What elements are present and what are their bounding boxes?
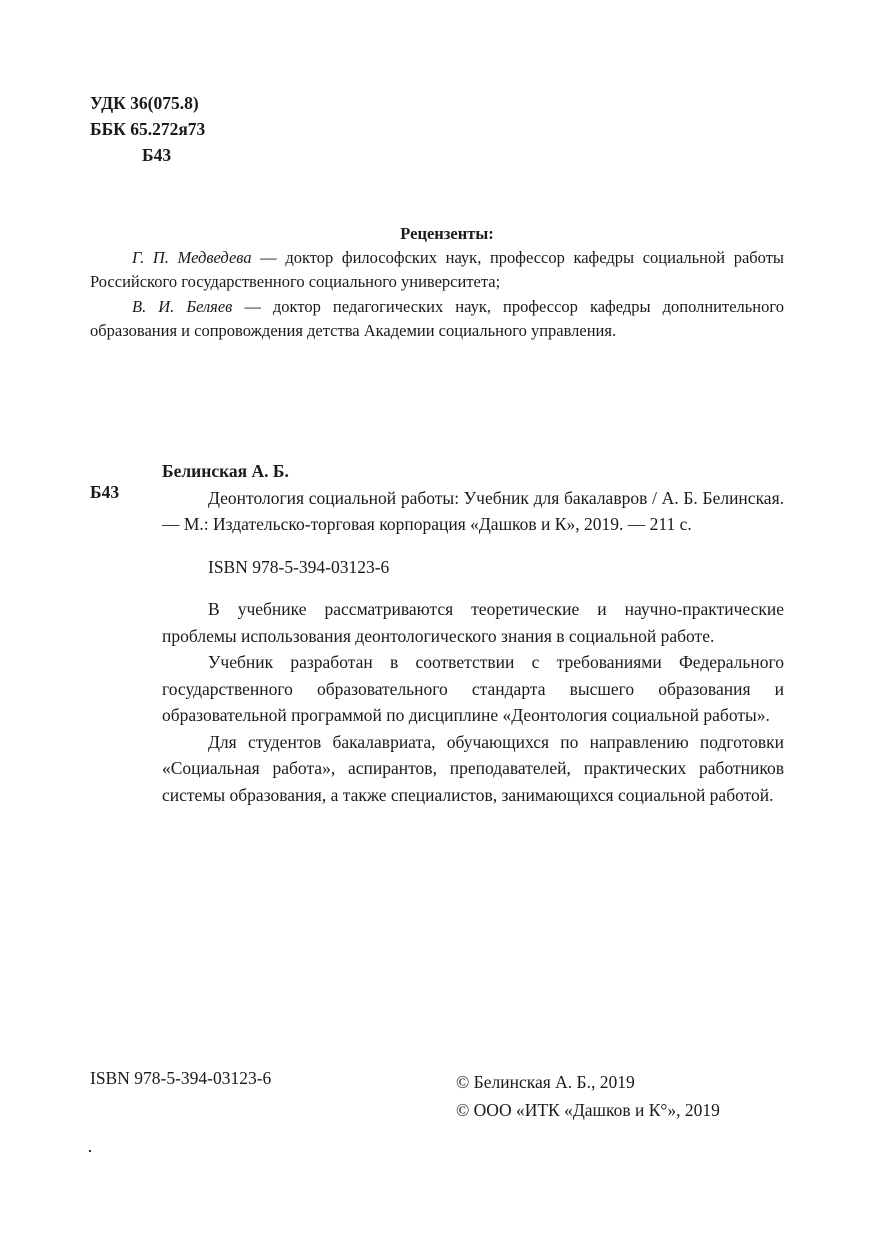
- classification-block: [90, 90, 205, 168]
- udk-code: УДК 36(075.8): [90, 93, 199, 113]
- print-mark: [89, 1150, 91, 1152]
- bbk-code: ББК 65.272я73: [90, 119, 206, 139]
- copyright-block: [456, 1068, 720, 1124]
- annotation-paragraph: Учебник разработан в соответствии с требованиями Федерального государственного образовательного стандарта высшего образования и образовательной программой по дисциплине «Деонтология социальной работы».: [162, 652, 784, 725]
- entry-author-sign: Б43: [90, 482, 120, 502]
- entry-author: Белинская А. Б.: [162, 461, 289, 481]
- reviewer-item: [90, 246, 784, 294]
- reviewer-description: — доктор философских наук, профессор кафедры социальной работы Российского государственного социального университета;: [90, 248, 784, 292]
- copyright-publisher: © ООО «ИТК «Дашков и К°», 2019: [456, 1100, 720, 1120]
- reviewer-description: — доктор педагогических наук, профессор кафедры дополнительного образования и сопровождения детства Академии социального управления.: [90, 296, 784, 340]
- copyright-author: © Белинская А. Б., 2019: [456, 1072, 635, 1092]
- footer-isbn: ISBN 978-5-394-03123-6: [90, 1068, 272, 1088]
- reviewers-heading: Рецензенты:: [400, 224, 494, 243]
- annotation-paragraph: В учебнике рассматриваются теоретические и научно-практические проблемы использования деонтологического знания в социальной работе.: [162, 599, 784, 646]
- author-sign-code: Б43: [142, 145, 172, 165]
- reviewer-name: В. И. Беляев: [132, 296, 233, 316]
- bibliographic-entry: [162, 458, 784, 808]
- reviewer-item: [90, 295, 784, 343]
- reviewer-name: Г. П. Медведева: [132, 248, 252, 268]
- entry-isbn: ISBN 978-5-394-03123-6: [208, 556, 390, 577]
- reviewers-block: [90, 222, 784, 343]
- annotation-paragraph: Для студентов бакалавриата, обучающихся по направлению подготовки «Социальная работа», аспирантов, преподавателей, практических работников системы образования, а также специалистов, занимающихся социальной работой.: [162, 731, 784, 805]
- entry-bibliographic-description: Деонтология социальной работы: Учебник для бакалавров / А. Б. Белинская. — М.: Издательско-торговая корпорация «Дашков и К», 2019. — 211 с.: [162, 487, 784, 534]
